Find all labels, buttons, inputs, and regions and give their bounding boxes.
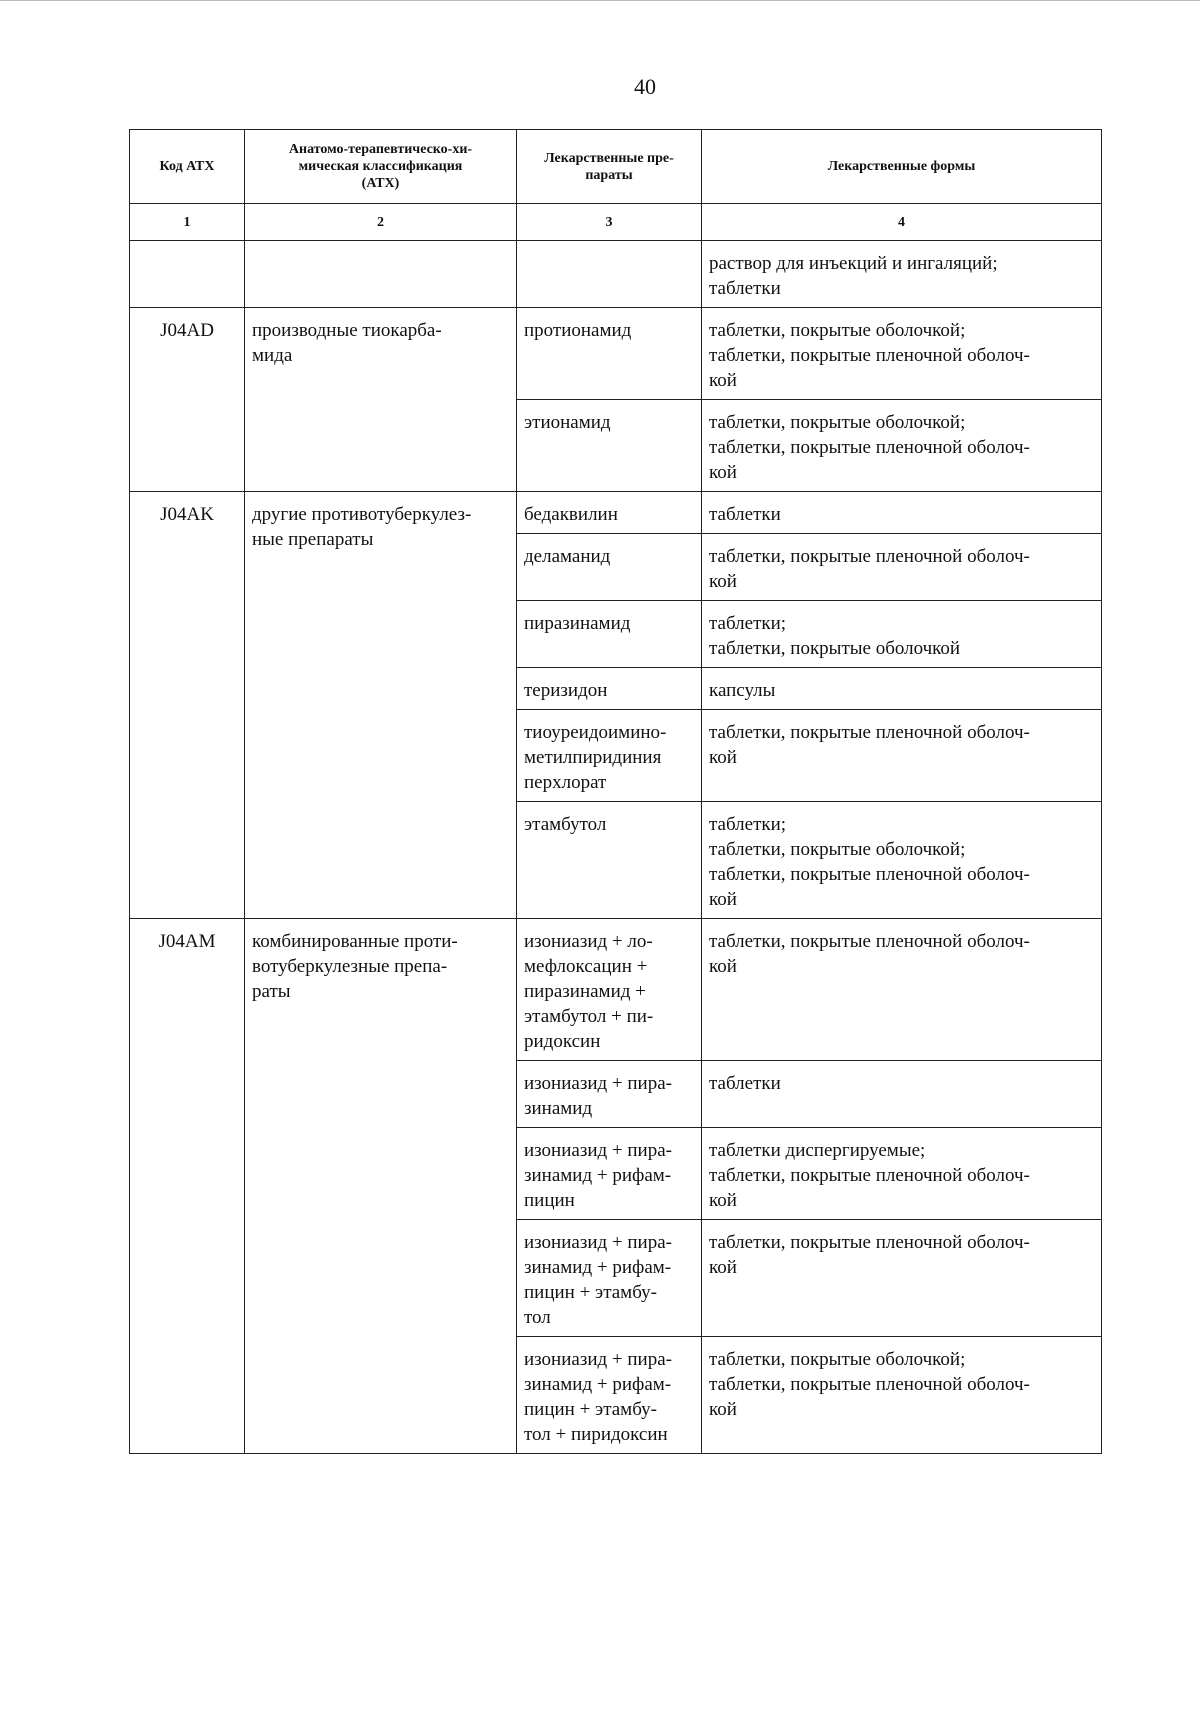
dosage-form-cell: таблетки; таблетки, покрытые оболочкой — [702, 601, 1102, 668]
header-atc-code: Код АТХ — [130, 130, 245, 204]
dosage-form-cell: раствор для инъекций и ингаляций; таблетки — [702, 241, 1102, 308]
scan-edge-line — [0, 0, 1200, 1]
drug-cell: тиоуреидоимино- метилпиридиния перхлорат — [517, 710, 702, 802]
column-number: 3 — [517, 204, 702, 241]
dosage-form-cell: таблетки, покрытые пленочной оболоч- кой — [702, 710, 1102, 802]
dosage-form-cell: капсулы — [702, 668, 1102, 710]
atc-code-cell — [130, 241, 245, 308]
page-number: 40 — [634, 74, 656, 99]
dosage-form-cell: таблетки — [702, 492, 1102, 534]
table-header-row — [130, 130, 1102, 204]
drug-cell: деламанид — [517, 534, 702, 601]
table-row — [130, 492, 1102, 534]
atc-code-cell: J04AK — [130, 492, 245, 919]
dosage-form-cell: таблетки, покрытые оболочкой; таблетки, покрытые пленочной оболоч- кой — [702, 400, 1102, 492]
drug-cell: этамбутол — [517, 802, 702, 919]
drug-cell: бедаквилин — [517, 492, 702, 534]
header-dosage-forms: Лекарственные формы — [702, 130, 1102, 204]
dosage-form-cell: таблетки, покрытые пленочной оболоч- кой — [702, 919, 1102, 1061]
continuation-row — [130, 241, 1102, 308]
dosage-form-cell: таблетки, покрытые пленочной оболоч- кой — [702, 1220, 1102, 1337]
dosage-form-cell: таблетки, покрытые оболочкой; таблетки, покрытые пленочной оболоч- кой — [702, 308, 1102, 400]
header-drugs: Лекарственные пре- параты — [517, 130, 702, 204]
table-row — [130, 919, 1102, 1061]
column-number: 2 — [245, 204, 517, 241]
classification-cell: комбинированные проти- вотуберкулезные препа- раты — [245, 919, 517, 1454]
drug-cell: изониазид + ло- мефлоксацин + пиразинамид + этамбутол + пи- ридоксин — [517, 919, 702, 1061]
classification-cell — [245, 241, 517, 308]
drug-cell — [517, 241, 702, 308]
drug-cell: протионамид — [517, 308, 702, 400]
drug-cell: теризидон — [517, 668, 702, 710]
dosage-form-cell: таблетки; таблетки, покрытые оболочкой; таблетки, покрытые пленочной оболоч- кой — [702, 802, 1102, 919]
dosage-form-cell: таблетки — [702, 1061, 1102, 1128]
classification-cell: другие противотуберкулез- ные препараты — [245, 492, 517, 919]
drug-cell: изониазид + пира- зинамид + рифам- пицин + этамбу- тол — [517, 1220, 702, 1337]
drug-cell: этионамид — [517, 400, 702, 492]
drug-classification-table — [129, 129, 1102, 1454]
header-atc-classification: Анатомо-терапевтическо-хи- мическая классификация (АТХ) — [245, 130, 517, 204]
table-row — [130, 308, 1102, 400]
atc-code-cell: J04AM — [130, 919, 245, 1454]
column-number: 4 — [702, 204, 1102, 241]
drug-cell: изониазид + пира- зинамид + рифам- пицин + этамбу- тол + пиридоксин — [517, 1337, 702, 1454]
dosage-form-cell: таблетки, покрытые пленочной оболоч- кой — [702, 534, 1102, 601]
atc-code-cell: J04AD — [130, 308, 245, 492]
drug-cell: пиразинамид — [517, 601, 702, 668]
classification-cell: производные тиокарба- мида — [245, 308, 517, 492]
column-number-row — [130, 204, 1102, 241]
drug-cell: изониазид + пира- зинамид + рифам- пицин — [517, 1128, 702, 1220]
drug-cell: изониазид + пира- зинамид — [517, 1061, 702, 1128]
dosage-form-cell: таблетки, покрытые оболочкой; таблетки, покрытые пленочной оболоч- кой — [702, 1337, 1102, 1454]
dosage-form-cell: таблетки диспергируемые; таблетки, покрытые пленочной оболоч- кой — [702, 1128, 1102, 1220]
column-number: 1 — [130, 204, 245, 241]
